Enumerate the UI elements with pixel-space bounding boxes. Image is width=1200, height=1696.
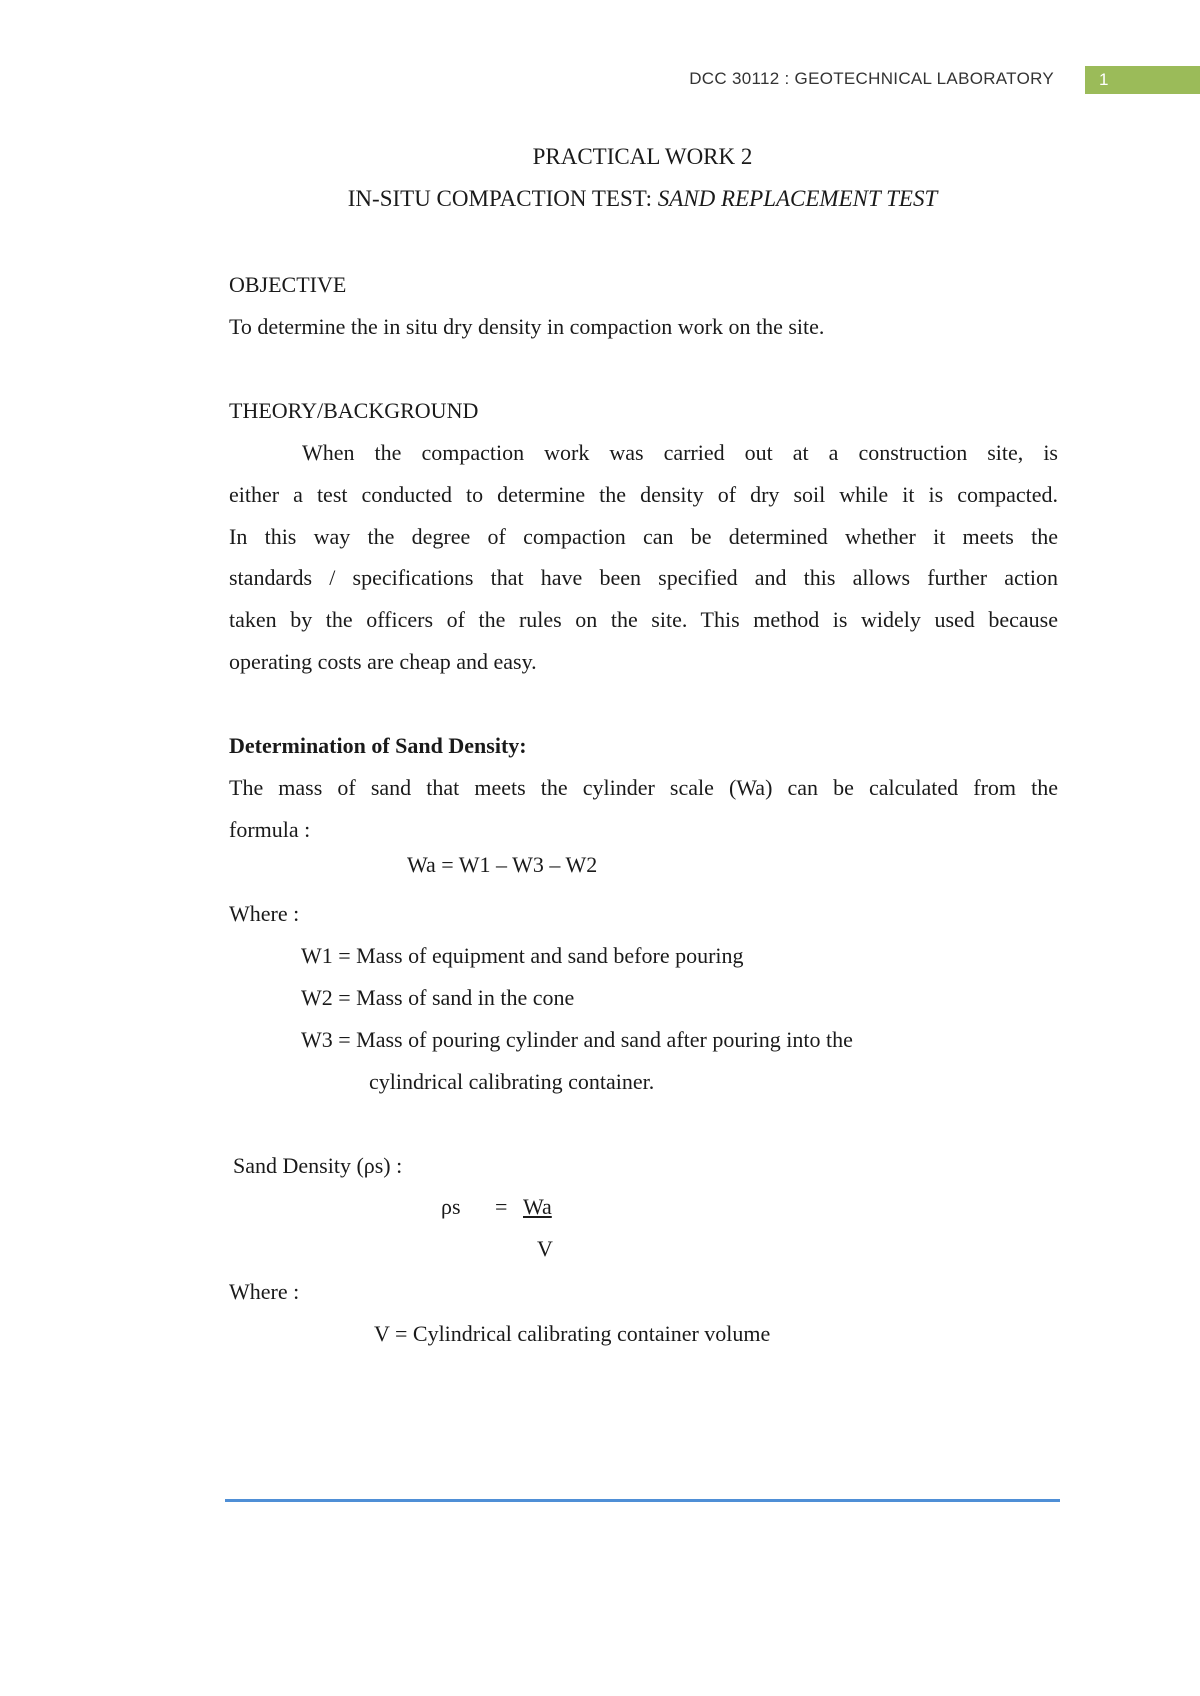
- theory-line: standards / specifications that have been specified and this allows further action: [229, 565, 1058, 590]
- formula-lhs: Wa: [407, 852, 436, 877]
- definition-item: W3 = Mass of pouring cylinder and sand after pouring into the: [301, 1027, 853, 1052]
- where-label: Where :: [229, 1279, 300, 1304]
- where-label: Where :: [229, 901, 300, 926]
- sand-density-heading: Determination of Sand Density:: [229, 733, 527, 758]
- density-lhs: ρs: [441, 1194, 461, 1219]
- definition-item: W1 = Mass of equipment and sand before pouring: [301, 943, 744, 968]
- theory-line: taken by the officers of the rules on the site. This method is widely used because: [229, 607, 1058, 632]
- footer-rule: [225, 1499, 1060, 1502]
- sand-density-intro: formula :: [229, 817, 311, 842]
- page-number-badge: [1085, 66, 1200, 94]
- definition-item: W2 = Mass of sand in the cone: [301, 985, 575, 1010]
- theory-line: When the compaction work was carried out at a construction site, is: [302, 440, 1058, 465]
- objective-heading: OBJECTIVE: [229, 272, 347, 297]
- theory-line: operating costs are cheap and easy.: [229, 649, 537, 674]
- density-equals: =: [495, 1194, 508, 1219]
- page-number: 1: [1099, 70, 1109, 89]
- sand-density-intro: The mass of sand that meets the cylinder scale (Wa) can be calculated from the: [229, 775, 1058, 800]
- subtitle-prefix: IN-SITU COMPACTION TEST:: [347, 186, 658, 211]
- definition-item: cylindrical calibrating container.: [369, 1069, 655, 1094]
- theory-line: either a test conducted to determine the density of dry soil while it is compacted.: [229, 482, 1058, 507]
- document-subtitle: [0, 186, 1200, 212]
- subtitle-italic: SAND REPLACEMENT TEST: [657, 186, 938, 211]
- header-course-title: DCC 30112 : GEOTECHNICAL LABORATORY: [689, 69, 1054, 88]
- theory-heading: THEORY/BACKGROUND: [229, 398, 479, 423]
- mass-formula: [407, 852, 597, 878]
- density-label: Sand Density (ρs) :: [233, 1153, 403, 1178]
- density-numerator: Wa: [523, 1194, 552, 1219]
- objective-text: To determine the in situ dry density in compaction work on the site.: [229, 314, 825, 339]
- formula-rhs: = W1 – W3 – W2: [435, 852, 598, 877]
- document-title: PRACTICAL WORK 2: [532, 144, 753, 169]
- theory-line: In this way the degree of compaction can be determined whether it meets the: [229, 524, 1058, 549]
- density-denominator: V: [537, 1236, 553, 1261]
- volume-definition: V = Cylindrical calibrating container volume: [374, 1321, 771, 1346]
